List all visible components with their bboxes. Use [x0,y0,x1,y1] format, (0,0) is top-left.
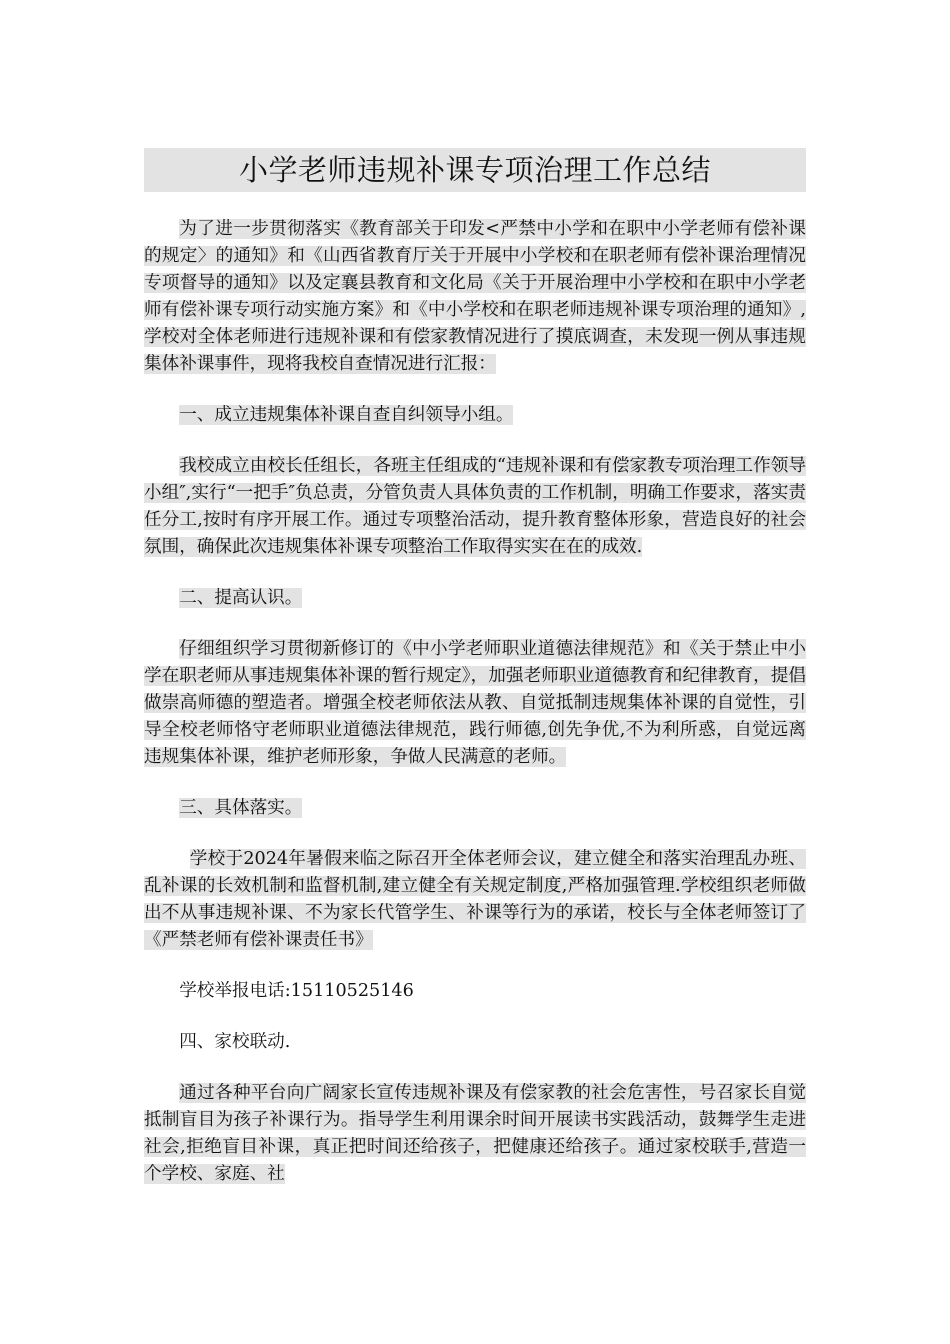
intro-paragraph [144,216,806,378]
section-body-1-text: 我校成立由校长任组长，各班主任组成的“违规补课和有偿家教专项治理工作领导小组″,实行“一把手″负总责，分管负责人具体负责的工作机制，明确工作要求，落实责任分工,按时有序开展工作。通过专项整治活动，提升教育整体形象，营造良好的社会氛围，确保此次违规集体补课专项整治工作取得实实在在的成效. [144,456,806,557]
section-body-2 [144,636,806,771]
section-heading-3-text: 三、具体落实。 [179,798,303,818]
section-body-4-text: 通过各种平台向广阔家长宣传违规补课及有偿家教的社会危害性，号召家长自觉抵制盲目为孩子补课行为。指导学生利用课余时间开展读书实践活动，鼓舞学生走进社会,拒绝盲目补课，真正把时间还给孩子，把健康还给孩子。通过家校联手,营造一个学校、家庭、社 [144,1083,806,1184]
section-body-2-text: 仔细组织学习贯彻新修订的《中小学老师职业道德法律规范》和《关于禁止中小学在职老师从事违规集体补课的暂行规定》，加强老师职业道德教育和纪律教育，提倡做崇高师德的塑造者。增强全校老师依法从教、自觉抵制违规集体补课的自觉性，引导全校老师恪守老师职业道德法律规范，践行师德,创先争优,不为利所惑，自觉远离违规集体补课，维护老师形象，争做人民满意的老师。 [144,639,806,767]
section-body-3-text: 学校于2024年暑假来临之际召开全体老师会议，建立健全和落实治理乱办班、乱补课的长效机制和监督机制,建立健全有关规定制度,严格加强管理.学校组织老师做出不从事违规补课、不为家长代管学生、补课等行为的承诺，校长与全体老师签订了《严禁老师有偿补课责任书》 [144,849,806,950]
hotline-line [144,978,806,1005]
document-body [144,148,806,1188]
section-body-3 [144,846,806,954]
section-heading-4 [144,1029,806,1056]
intro-text: 为了进一步贯彻落实《教育部关于印发<严禁中小学和在职中小学老师有偿补课的规定〉的通知》和《山西省教育厅关于开展中小学校和在职老师有偿补课治理情况专项督导的通知》以及定襄县教育和文化局《关于开展治理中小学校和在职中小学老师有偿补课专项行动实施方案》和《中小学校和在职老师违规补课专项治理的通知》,学校对全体老师进行违规补课和有偿家教情况进行了摸底调查，未发现一例从事违规集体补课事件，现将我校自查情况进行汇报： [144,219,806,374]
section-heading-4-text: 四、家校联动. [179,1032,291,1052]
document-title: 小学老师违规补课专项治理工作总结 [144,148,806,192]
section-heading-2-text: 二、提高认识。 [179,588,303,608]
section-heading-1 [144,402,806,429]
section-body-1 [144,453,806,561]
section-heading-1-text: 一、成立违规集体补课自查自纠领导小组。 [179,405,514,425]
section-heading-3 [144,795,806,822]
section-heading-2 [144,585,806,612]
hotline-text: 学校举报电话:15110525146 [179,981,414,1001]
section-body-4 [144,1080,806,1188]
